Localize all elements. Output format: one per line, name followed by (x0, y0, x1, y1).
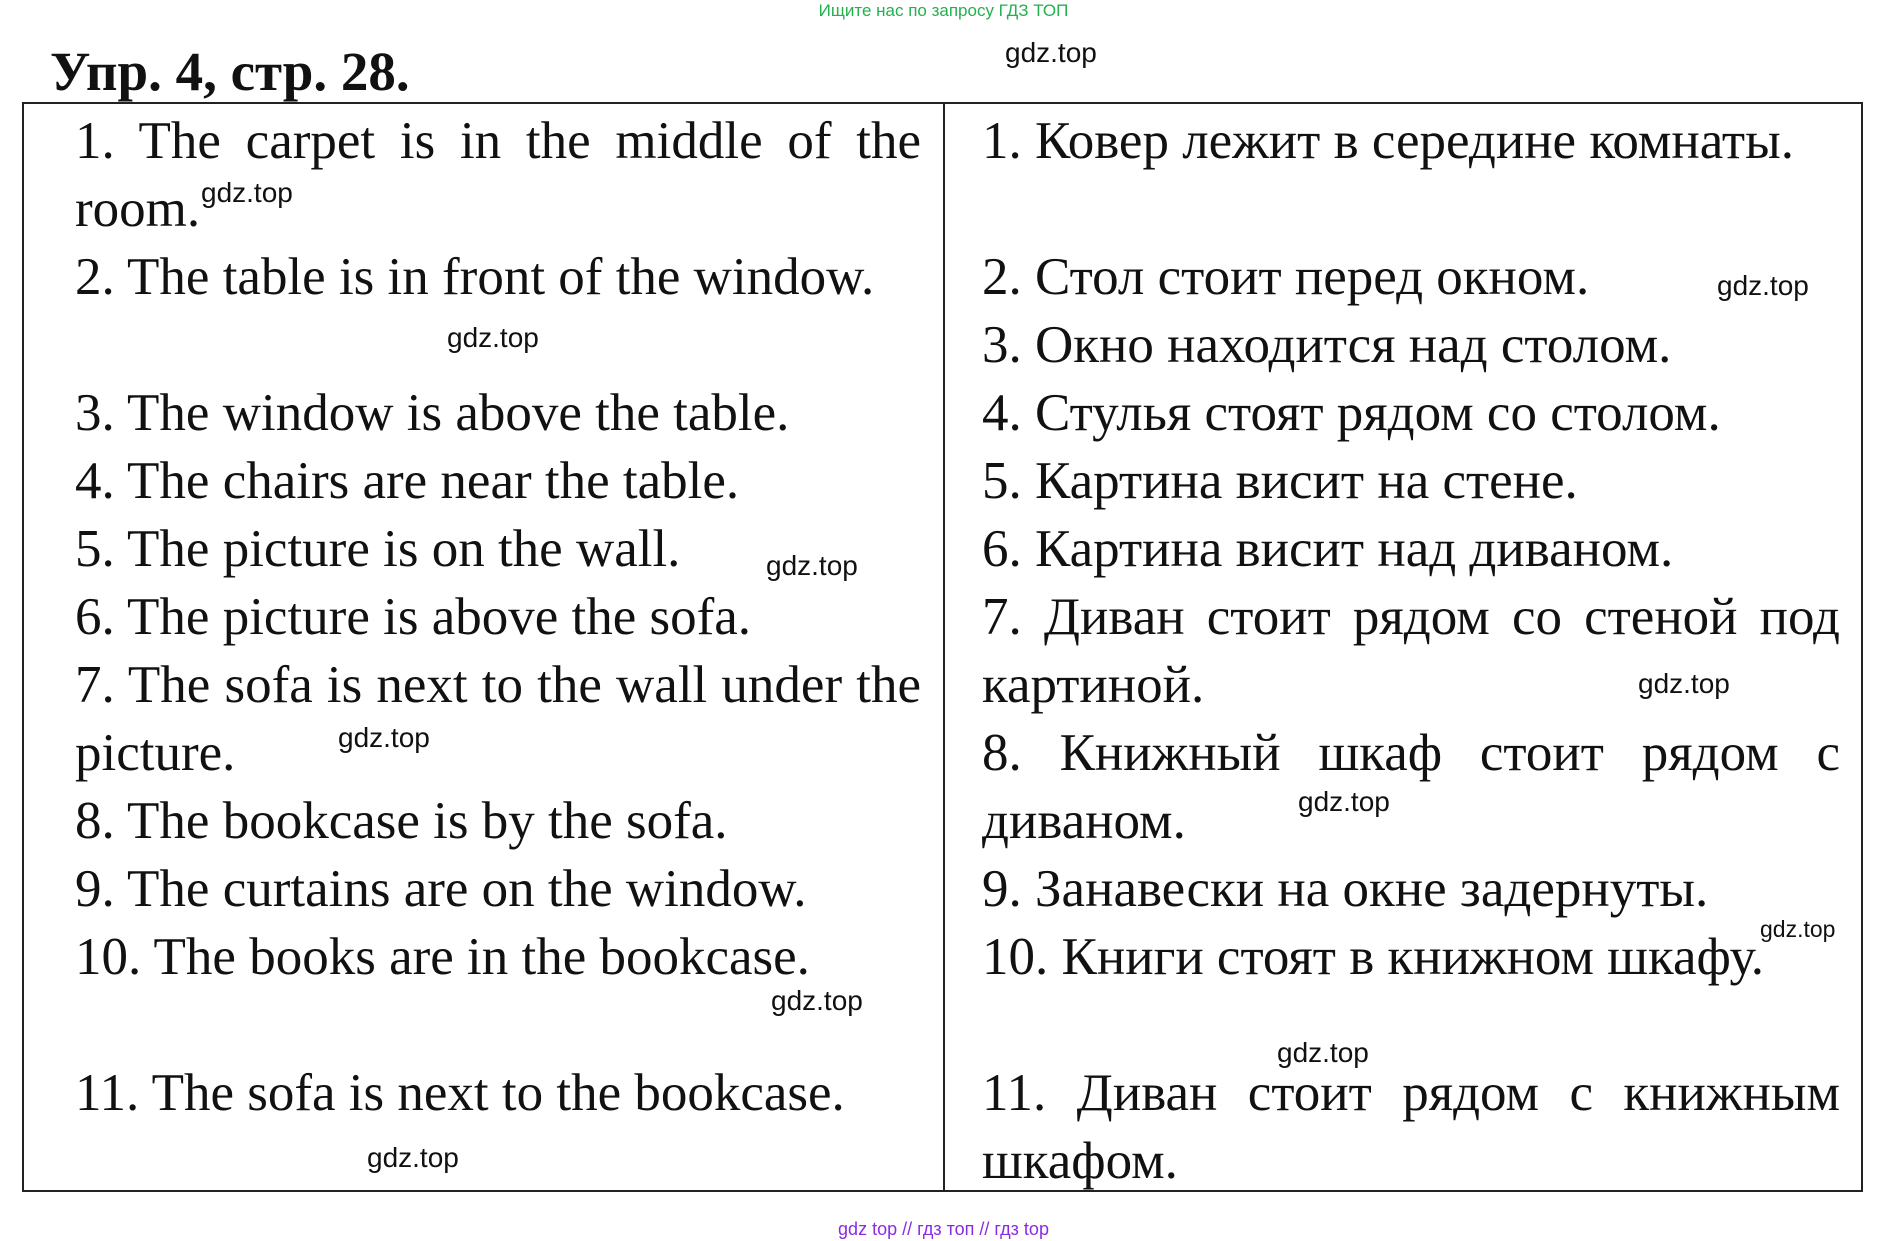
russian-sentence: 5. Картина висит на стене. (982, 452, 1578, 510)
watermark: gdz.top (1760, 916, 1836, 942)
watermark: gdz.top (1298, 786, 1390, 817)
watermark: gdz.top (1638, 668, 1730, 699)
english-sentence: 6. The picture is above the sofa. (75, 588, 752, 646)
search-banner: Ищите нас по запросу ГДЗ ТОП (818, 1, 1069, 20)
english-sentence: 9. The curtains are on the window. (75, 860, 807, 918)
russian-column (982, 107, 1840, 1195)
watermark: gdz.top (771, 985, 863, 1016)
footer-watermark: gdz top // гдз топ // гдз top (838, 1219, 1049, 1239)
watermark: gdz.top (1277, 1037, 1369, 1068)
russian-sentence: 4. Стулья стоят рядом со столом. (982, 384, 1721, 442)
watermark: gdz.top (338, 722, 430, 753)
watermark: gdz.top (766, 550, 858, 581)
russian-sentence: 6. Картина висит над диваном. (982, 520, 1674, 578)
russian-sentence: 1. Ковер лежит в середине комнаты. (982, 112, 1794, 170)
russian-sentence: 10. Книги стоят в книжном шкафу. (982, 928, 1764, 986)
russian-sentence: 7. Диван стоит рядом со стеной под картиной. (982, 588, 1840, 714)
russian-sentence: 8. Книжный шкаф стоит рядом с диваном. (982, 724, 1840, 850)
english-sentence: 2. The table is in front of the window. (75, 248, 875, 306)
watermark: gdz.top (367, 1142, 459, 1173)
watermark: gdz.top (1717, 270, 1809, 301)
english-sentence: 8. The bookcase is by the sofa. (75, 792, 728, 850)
english-column (75, 107, 921, 1195)
english-sentence: 1. The carpet is in the middle of the room. (75, 112, 921, 238)
russian-sentence: 9. Занавески на окне задернуты. (982, 860, 1709, 918)
english-sentence: 4. The chairs are near the table. (75, 452, 740, 510)
english-sentence: 10. The books are in the bookcase. (75, 928, 810, 986)
watermark: gdz.top (1005, 37, 1097, 68)
english-sentence: 11. The sofa is next to the bookcase. (75, 1064, 845, 1122)
watermark: gdz.top (201, 177, 293, 208)
watermark: gdz.top (447, 322, 539, 353)
column-divider (943, 102, 945, 1192)
english-sentence: 5. The picture is on the wall. (75, 520, 681, 578)
russian-sentence: 2. Стол стоит перед окном. (982, 248, 1590, 306)
exercise-title: Упр. 4, стр. 28. (50, 41, 410, 102)
russian-sentence: 3. Окно находится над столом. (982, 316, 1672, 374)
english-sentence: 3. The window is above the table. (75, 384, 790, 442)
english-sentence: 7. The sofa is next to the wall under the picture. (75, 656, 921, 782)
russian-sentence: 11. Диван стоит рядом с книжным шкафом. (982, 1064, 1840, 1190)
